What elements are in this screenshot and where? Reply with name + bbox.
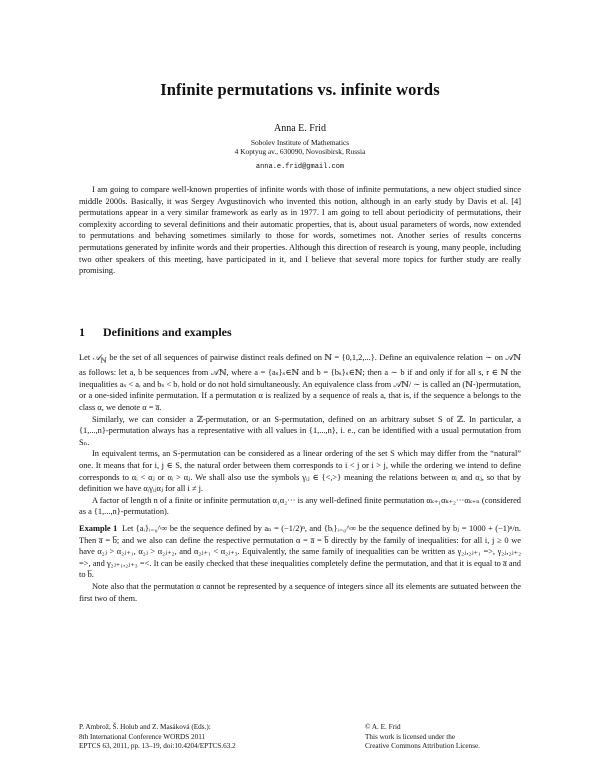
example-text: Let {aᵢ}ᵢ₌₀^∞ be the sequence defined by aₙ = (−1/2)ⁿ, and {bᵢ}ᵢ₌₀^∞ be the sequence defined by bⱼ = 1000 + (−1)ⁿ/n. Then a̅ = b̅; and we also can define the respective permutation α = a̅ = b̅ directly by the family of inequalities: for all i, j ≥ 0 we have α₂ⱼ > α₂ⱼ₊₁, α₂ⱼ > α₂ⱼ₊₂, and α₂ⱼ₊₁ < α₂ⱼ₊₃. Equivalently, the same family of inequalities can be written as γ₂ⱼ,₂ⱼ₊₁ =>, γ₂ⱼ,₂ⱼ₊₂ =>, and γ₂ⱼ₊₁,₂ⱼ₊₃ =<. It can be easily checked that these inequalities completely define the permutation, and that it is equal to a̅ and to b̅. bbox=[79, 523, 522, 580]
affiliation-institute: Sobolev Institute of Mathematics bbox=[250, 138, 350, 147]
footer-conference: 8th International Conference WORDS 2011 bbox=[79, 732, 206, 741]
abstract bbox=[79, 184, 521, 277]
section-body bbox=[79, 352, 521, 604]
definition-paragraph bbox=[79, 352, 521, 414]
footer-editors: P. Ambrož, Š. Holub and Z. Masáková (Eds.): bbox=[79, 723, 211, 731]
section-number: 1 bbox=[79, 325, 85, 339]
note-paragraph: Note also that the permutation α cannot be represented by a sequence of integers since all its elements are sutuated between the first two of them. bbox=[79, 581, 521, 603]
def-rest: be the set of all sequences of pairwise distinct reals defined on ℕ = {0,1,2,...}. Define an equivalence relation ∼ on 𝒜ℕ as follows: let a, b be sequences from 𝒜ℕ, where a = {aₛ}ₛ∈ℕ and b = {bₛ}ₛ∈ℕ; then a ∼ b if and only if for all s, r ∈ ℕ the inequalities aₛ < aᵣ and bₛ < bᵣ hold or do not hold simultaneously. An equivalence class from 𝒜ℕ/ ∼ is called an (ℕ-)permutation, or a one-sided infinite permutation. If a permutation α is realized by a sequence of reals a, that is, if the sequence a belongs to the class α, we denote α = a̅. bbox=[79, 353, 521, 413]
affiliation-address: 4 Koptyug av., 630090, Novosibirsk, Russia bbox=[234, 147, 366, 156]
def-set-sub: ℕ bbox=[100, 356, 107, 365]
def-set-symbol: 𝒜 bbox=[92, 353, 101, 362]
footer-license-link[interactable]: Creative Commons Attribution License. bbox=[365, 742, 480, 750]
z-permutation-paragraph: Similarly, we can consider a ℤ-permutation, or an S-permutation, defined on an arbitrary subset S of ℤ. In particular, a {1,...,n}-permutation always has a representative with all values in {1,...,n}, i. e., can be identified with a usual permutation from Sₙ. bbox=[79, 414, 521, 447]
section-heading bbox=[79, 325, 232, 340]
def-let: Let bbox=[79, 353, 93, 362]
footer-copyright: © A. E. Frid bbox=[365, 723, 401, 731]
author-name: Anna E. Frid bbox=[274, 123, 326, 134]
footer-doi[interactable]: EPTCS 63, 2011, pp. 13–19, doi:10.4204/EPTCS.63.2 bbox=[79, 742, 236, 750]
footer-citation bbox=[79, 723, 236, 752]
footer-license-line: This work is licensed under the bbox=[365, 732, 456, 741]
abstract-text: I am going to compare well-known properties of infinite words with those of infinite permutations, a new object studied since middle 2000s. Basically, it was Sergey Avgustinovich who invented this notion, although in an early study by Davis et al. [4] permutations appear in a very similar framework as early as in 1977. I am going to tell about periodicity of permutations, their complexity according to several definitions and their automatic properties, that is, about usual parameters of words, now extended to permutations and behaving sometimes similarly to those for words, sometimes not. Another series of results concerns permutations generated by infinite words and their properties. Although this direction of research is young, many people, including two other speakers of this meeting, have participated in it, and I believe that several more topics for further study are really promising. bbox=[79, 185, 521, 276]
author-email[interactable]: anna.e.frid@gmail.com bbox=[255, 163, 345, 171]
ordering-paragraph: In equivalent terms, an S-permutation can be considered as a linear ordering of the set S which may differ from the “natural” one. It means that for i, j ∈ S, the natural order between them corresponds to i < j or i > j, while the ordering we intend to define corresponds to αᵢ < αⱼ or αᵢ > αⱼ. We shall also use the symbols γᵢⱼ ∈ {<,>} meaning the relations between αᵢ and αⱼ, so that by definition we have αᵢγᵢⱼαⱼ for all i ≠ j. bbox=[79, 449, 521, 494]
section-title: Definitions and examples bbox=[103, 325, 232, 339]
footer-license bbox=[365, 723, 480, 752]
factor-paragraph: A factor of length n of a finite or infinite permutation α₁α₂··· is any well-defined finite permutation αₖ₊₁αₖ₊₂···αₖ₊ₙ (considered as a {1,...,n}-permutation). bbox=[79, 495, 521, 517]
paper-title: Infinite permutations vs. infinite words bbox=[160, 80, 440, 99]
example-label: Example 1 bbox=[79, 523, 118, 533]
example-paragraph bbox=[79, 523, 521, 581]
